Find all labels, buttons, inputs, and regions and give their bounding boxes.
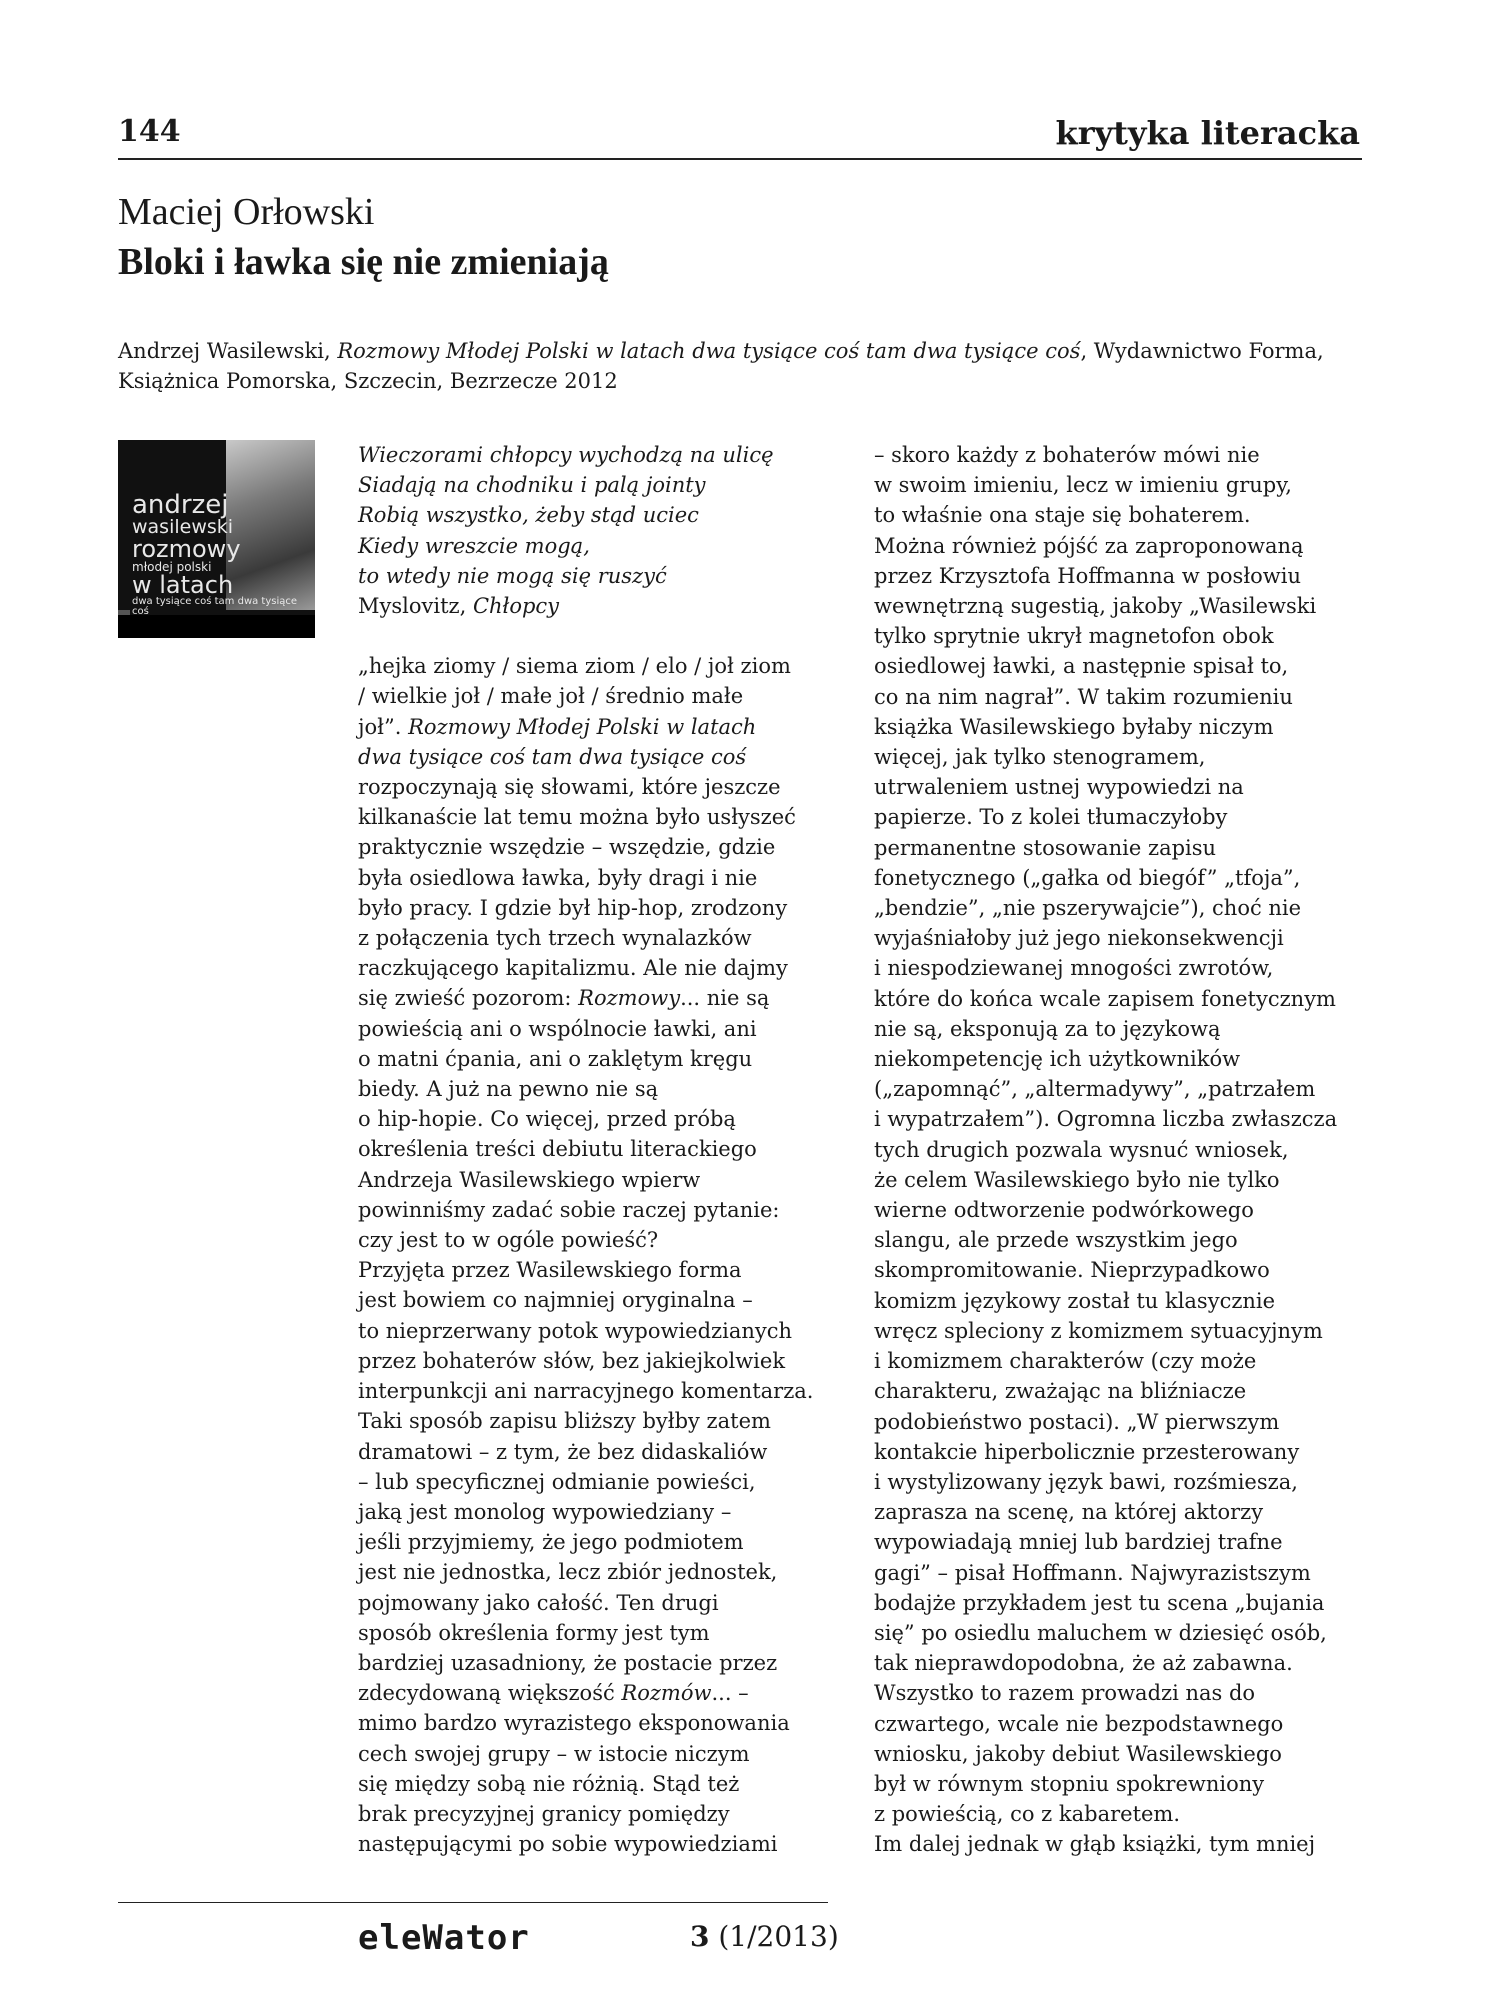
text-line: bodajże przykładem jest tu scena „bujania [874,1590,1325,1615]
text-line: był w równym stopniu spokrewniony [874,1771,1265,1796]
text-line: cech swojej grupy – w istocie niczym [358,1741,750,1766]
text-line: tylko sprytnie ukrył magnetofon obok [874,624,1274,649]
cover-bottom-band [118,615,315,638]
text-line: pojmowany jako całość. Ten drugi [358,1590,719,1615]
issue-detail: (1/2013) [709,1920,839,1953]
text-line: Andrzeja Wasilewskiego wpierw [358,1167,701,1192]
text-line: – skoro każdy z bohaterów mówi nie [874,443,1260,467]
magazine-logo: eleWator [358,1918,530,1958]
text-line: i niespodziewanej mnogości zwrotów, [874,956,1274,981]
text-line: w swoim imieniu, lecz w imieniu grupy, [874,473,1292,498]
text-line: papierze. To z kolei tłumaczyłoby [874,805,1228,830]
text-line: o hip-hopie. Co więcej, przed próbą [358,1107,736,1132]
cover-line: młodej polski [132,560,212,574]
text-line: sposób określenia formy jest tym [358,1620,710,1645]
text-column-left [358,440,848,1859]
cover-line: andrzej [132,490,229,520]
epigraph-song: Chłopcy [472,594,560,619]
text-line: dwa tysiące coś tam dwa tysiące coś [358,744,747,769]
text-line: i komizmem charakterów (czy może [874,1349,1257,1374]
text-line: przez bohaterów słów, bez jakiejkolwiek [358,1348,786,1373]
text-line: przez Krzysztofa Hoffmanna w posłowiu [874,563,1301,588]
article-title: Bloki i ławka się nie zmieniają [118,241,609,283]
text-line: wierne odtworzenie podwórkowego [874,1198,1254,1223]
biblio-publisher: , Wydawnictwo Forma, Książnica Pomorska, Szczecin, Bezrzecze 2012 [118,339,1324,393]
text-line: wniosku, jakoby debiut Wasilewskiego [874,1741,1282,1766]
issue-label [690,1920,839,1953]
text-line: permanentne stosowanie zapisu [874,835,1217,860]
cover-line: w latach [132,571,234,599]
text-line: raczkującego kapitalizmu. Ale nie dajmy [358,956,788,981]
text-line: podobieństwo postaci). „W pierwszym [874,1409,1280,1434]
text-line: niekompetencję ich użytkowników [874,1047,1241,1072]
text-line: „hejka ziomy / siema ziom / elo / joł ziom [358,654,791,679]
text-line: zaprasza na scenę, na której aktorzy [874,1500,1264,1525]
text-line: fonetycznego („gałka od biegóf” „tfoja”, [874,865,1301,890]
text-line: rozpoczynają się słowami, które jeszcze [358,775,781,800]
text-line: co na nim nagrał”. W takim rozumieniu [874,684,1293,709]
cover-line: rozmowy [132,535,241,563]
text-line: i wypatrzałem”). Ogromna liczba zwłaszcza [874,1107,1338,1132]
text-line: Przyjęta przez Wasilewskiego forma [358,1258,742,1283]
text-line: wyjaśniałoby już jego niekonsekwencji [874,926,1284,951]
text-line: była osiedlowa ławka, były dragi i nie [358,865,758,890]
text-line: następującymi po sobie wypowiedziami [358,1832,778,1857]
text-line: się między sobą nie różnią. Stąd też [358,1771,740,1796]
header-rule [118,158,1362,160]
text-line: wypowiadają mniej lub bardziej trafne [874,1530,1283,1555]
article-author: Maciej Orłowski [118,191,375,233]
text-line: to właśnie ona staje się bohaterem. [874,503,1251,528]
text-line: „bendzie”, „nie pszerywajcie”), choć nie [874,896,1302,921]
epigraph-line: Robią wszystko, żeby stąd uciec [358,503,699,528]
text-line: Wszystko to razem prowadzi nas do [874,1681,1256,1706]
epigraph-line: Siadają na chodniku i palą jointy [358,473,706,498]
text-line: jest nie jednostka, lecz zbiór jednostek, [358,1560,778,1585]
page-number: 144 [118,114,181,149]
text-line: praktycznie wszędzie – wszędzie, gdzie [358,835,776,860]
text-line: tak nieprawdopodobna, że aż zabawna. [874,1651,1293,1676]
text-line: komizm językowy został tu klasycznie [874,1288,1276,1313]
epigraph-artist: Myslovitz, [358,594,473,619]
text-line: – lub specyficznej odmianie powieści, [358,1469,756,1494]
cover-line: dwa tysiące coś tam dwa tysiące coś [132,596,298,617]
text-line: czy jest to w ogóle powieść? [358,1228,659,1253]
text-line: z połączenia tych trzech wynalazków [358,926,752,951]
text-line: Taki sposób zapisu bliższy byłby zatem [358,1409,771,1434]
text-line: Można również pójść za zaproponowaną [874,533,1304,558]
text-line: się” po osiedlu maluchem w dziesięć osób, [874,1620,1327,1645]
text-line: z powieścią, co z kabaretem. [874,1802,1181,1827]
book-cover [118,440,315,638]
biblio-book-title: Rozmowy Młodej Polski w latach dwa tysiące coś tam dwa tysiące coś [337,339,1081,363]
text-line: dramatowi – z tym, że bez didaskaliów [358,1439,768,1464]
footer-rule [118,1902,828,1903]
text-line: osiedlowej ławki, a następnie spisał to, [874,654,1289,679]
text-line: bardziej uzasadniony, że postacie przez [358,1650,778,1675]
epigraph-line: Kiedy wreszcie mogą, [358,533,590,558]
cover-line: wasilewski [132,516,234,538]
text-line: tych drugich pozwala wysnuć wniosek, [874,1137,1289,1162]
text-line: jest bowiem co najmniej oryginalna – [358,1288,753,1313]
text-line: interpunkcji ani narracyjnego komentarza. [358,1379,814,1404]
text-column-right [874,440,1362,1860]
text-line: zdecydowaną większość Rozmów... – [358,1681,749,1706]
text-line: i wystylizowany język bawi, rozśmiesza, [874,1469,1298,1494]
epigraph [358,440,848,591]
body-left [358,651,848,1859]
text-line: joł”. Rozmowy Młodej Polski w latach [358,714,757,739]
text-line: utrwaleniem ustnej wypowiedzi na [874,775,1244,800]
cover-text [132,492,315,617]
text-line: mimo bardzo wyrazistego eksponowania [358,1711,790,1736]
text-line: kontakcie hiperbolicznie przesterowany [874,1439,1300,1464]
text-line: jaką jest monolog wypowiedziany – [358,1499,732,1524]
text-line: charakteru, zważając na bliźniacze [874,1379,1247,1404]
text-line: slangu, ale przede wszystkim jego [874,1228,1238,1253]
text-line: wewnętrzną sugestią, jakoby „Wasilewski [874,594,1317,619]
text-line: książka Wasilewskiego byłaby niczym [874,714,1274,739]
text-line: to nieprzerwany potok wypowiedzianych [358,1318,793,1343]
bibliography [118,336,1362,396]
text-line: się zwieść pozorom: Rozmowy... nie są [358,986,770,1011]
text-line: było pracy. I gdzie był hip-hop, zrodzony [358,895,788,920]
text-line: więcej, jak tylko stenogramem, [874,745,1206,770]
text-line: Im dalej jednak w głąb książki, tym mniej [874,1832,1316,1857]
text-line: biedy. A już na pewno nie są [358,1077,659,1102]
text-line: kilkanaście lat temu można było usłyszeć [358,805,796,830]
section-title: krytyka literacka [1055,114,1360,152]
text-line: skompromitowanie. Nieprzypadkowo [874,1258,1270,1283]
text-line: („zapomnąć”, „altermadywy”, „patrzałem [874,1077,1316,1102]
text-line: gagi” – pisał Hoffmann. Najwyrazistszym [874,1560,1311,1585]
text-line: jeśli przyjmiemy, że jego podmiotem [358,1530,744,1555]
text-line: powinniśmy zadać sobie raczej pytanie: [358,1197,780,1222]
text-line: / wielkie joł / małe joł / średnio małe [358,684,744,709]
text-line: o matni ćpania, ani o zaklętym kręgu [358,1046,753,1071]
text-line: wręcz spleciony z komizmem sytuacyjnym [874,1318,1323,1343]
text-line: nie są, eksponują za to językową [874,1016,1221,1041]
text-line: które do końca wcale zapisem fonetycznym [874,986,1336,1011]
epigraph-line: to wtedy nie mogą się ruszyć [358,563,667,588]
text-line: określenia treści debiutu literackiego [358,1137,757,1162]
text-line: brak precyzyjnej granicy pomiędzy [358,1801,730,1826]
text-line: że celem Wasilewskiego było nie tylko [874,1167,1280,1192]
text-line: czwartego, wcale nie bezpodstawnego [874,1711,1284,1736]
text-line: powieścią ani o wspólnocie ławki, ani [358,1016,757,1041]
biblio-author: Andrzej Wasilewski, [118,339,338,363]
epigraph-line: Wieczorami chłopcy wychodzą na ulicę [358,443,774,467]
issue-number: 3 [690,1920,710,1953]
body-right [874,440,1362,1860]
epigraph-source [358,591,848,621]
